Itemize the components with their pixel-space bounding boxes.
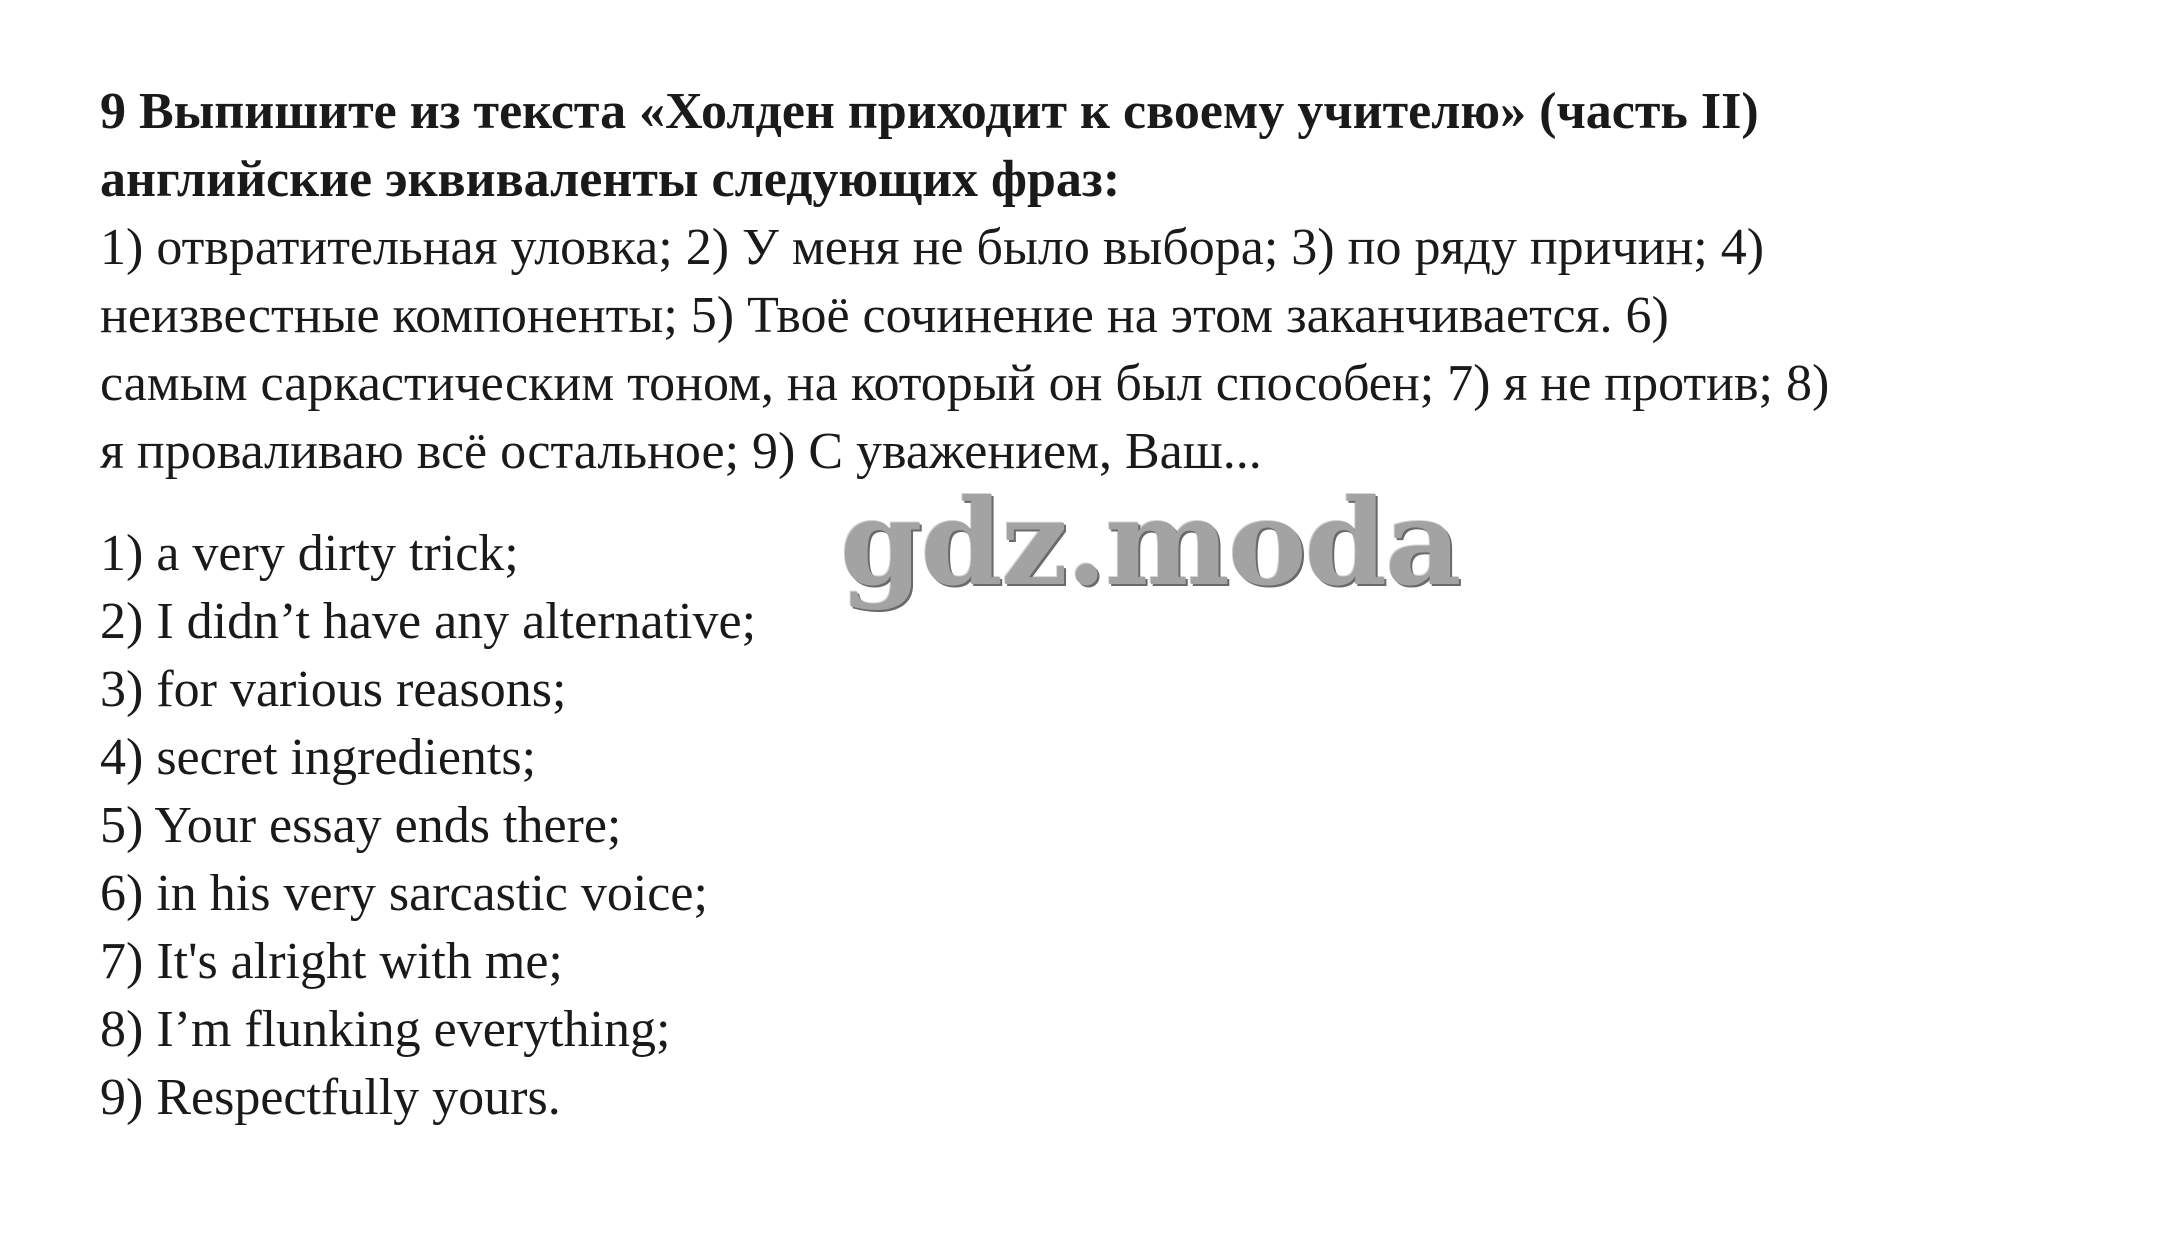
answer-list [100,520,756,1132]
answer-item-9: 9) Respectfully yours. [100,1069,561,1126]
phrases-line-1: 1) отвратительная уловка; 2) У меня не было выбора; 3) по ряду причин; 4) [100,219,1765,276]
answer-item-1: 1) a very dirty trick; [100,525,519,582]
exercise-phrases [100,214,2100,486]
answer-item-2: 2) I didn’t have any alternative; [100,593,757,650]
answer-item-7: 7) It's alright with me; [100,933,563,990]
watermark-logo: gdz.moda [840,473,1460,612]
heading-line-1: 9 Выпишите из текста «Холден приходит к своему учителю» (часть II) [100,83,1759,140]
phrases-line-3: самым саркастическим тоном, на который он был способен; 7) я не против; 8) [100,355,1830,412]
answer-item-5: 5) Your essay ends there; [100,797,622,854]
answer-item-3: 3) for various reasons; [100,661,567,718]
answer-item-8: 8) I’m flunking everything; [100,1001,671,1058]
answer-item-4: 4) secret ingredients; [100,729,537,786]
answer-item-6: 6) in his very sarcastic voice; [100,865,708,922]
phrases-line-4: я проваливаю всё остальное; 9) С уважением, Ваш... [100,423,1262,480]
phrases-line-2: неизвестные компоненты; 5) Твоё сочинение на этом заканчивается. 6) [100,287,1669,344]
heading-line-2: английские эквиваленты следующих фраз: [100,151,1121,208]
exercise-heading [100,78,2100,214]
